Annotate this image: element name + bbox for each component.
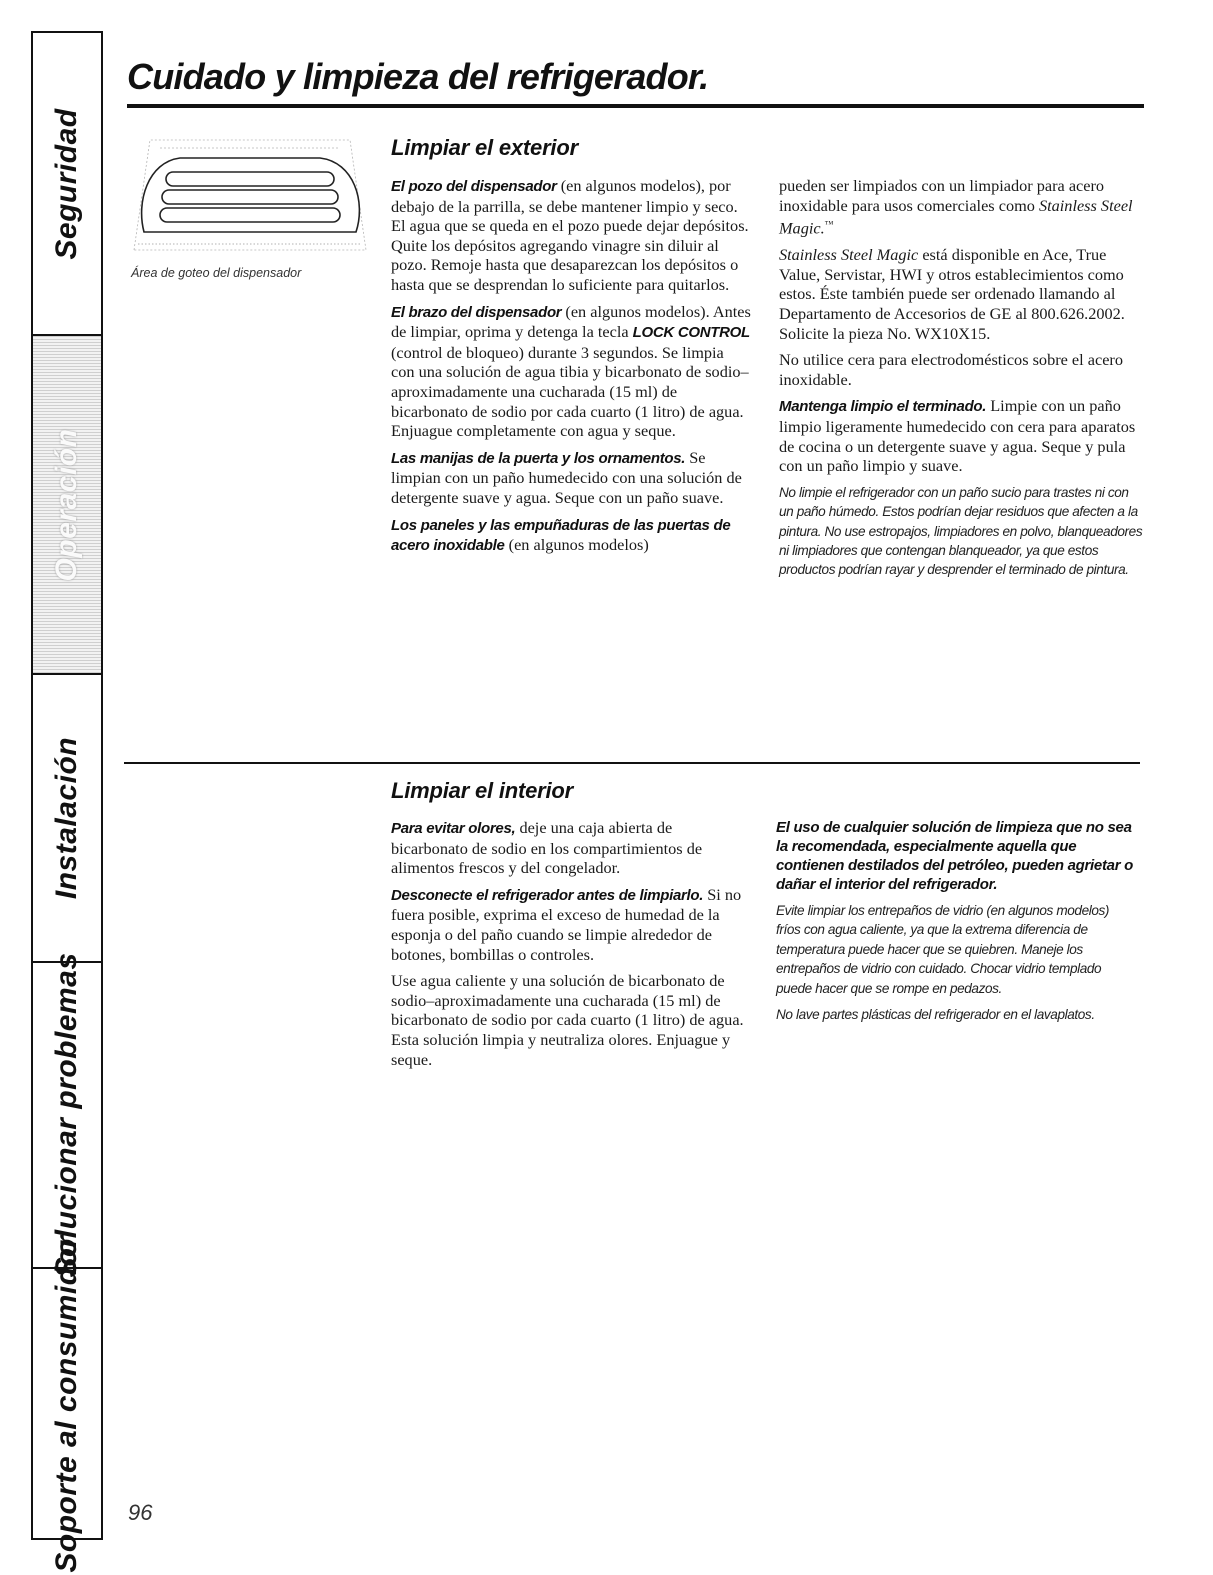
exterior-column-2 xyxy=(779,176,1145,587)
tab-label: Solucionar problemas xyxy=(50,952,83,1278)
lead-text: Mantenga limpio el terminado. xyxy=(779,398,987,416)
warning-text: El uso de cualquier solución de limpieza que no sea la recomendada, especialmente aquella que contienen destilados del petróleo, pueden agrietar o dañar el interior del refrigerador. xyxy=(776,819,1133,893)
section-divider xyxy=(124,762,1140,764)
tab-instalacion[interactable] xyxy=(33,675,101,963)
section-heading-exterior: Limpiar el exterior xyxy=(391,135,578,160)
body-text: Limpie con un paño limpio ligeramente humedecido con cera para aparatos de cocina o un detergente suave y agua. Seque y pula con un paño limpio y suave. xyxy=(779,396,1136,476)
paragraph xyxy=(391,515,751,556)
paragraph xyxy=(391,448,751,508)
tab-label: Operación xyxy=(50,428,83,581)
paragraph xyxy=(779,396,1145,475)
dispenser-drip-tray-icon xyxy=(130,132,370,262)
paragraph xyxy=(779,176,1145,238)
exterior-column-1 xyxy=(391,176,751,563)
lock-control-key-text: LOCK CONTROL xyxy=(632,324,750,342)
note-text: No lave partes plásticas del refrigerador en el lavaplatos. xyxy=(776,1007,1095,1023)
lead-text: Los paneles y las empuñaduras de las puertas de acero inoxidable xyxy=(391,516,731,555)
lead-text: El brazo del dispensador xyxy=(391,303,562,321)
note-text: No limpie el refrigerador con un paño sucio para trastes ni con un paño húmedo. Estos podrían dejar residuos que afecten a la pintura. No use estropajos, limpiadores en polvo, blanqueadores ni limpiadores que contengan blanqueador, ya que estos productos podrían rayar y desprender el terminado de pintura. xyxy=(779,484,1143,578)
page-title: Cuidado y limpieza del refrigerador. xyxy=(127,56,709,97)
body-text: (control de bloqueo) durante 3 segundos. Se limpia con una solución de agua tibia y bicarbonato de sodio–aproximadamente una cucharada (15 ml) de bicarbonato de sodio por cada cuarto (1 litro) de agua. Enjuague completamente con agua y seque. xyxy=(391,342,749,441)
section-tab-bar xyxy=(31,31,103,1573)
body-text: pueden ser limpiados con un limpiador para acero inoxidable para usos comerciales como xyxy=(779,176,1105,215)
tab-label: Soporte al consumidor xyxy=(50,1234,83,1573)
paragraph xyxy=(779,350,1145,389)
title-rule xyxy=(127,104,1144,108)
brand-text: Stainless Steel Magic. xyxy=(779,195,1133,238)
paragraph xyxy=(391,302,751,441)
body-text: (en algunos modelos), por debajo de la parrilla, se debe mantener limpio y seco. El agua que se queda en el pozo puede dejar depósitos. Quite los depósitos agregando vinagre sin diluir al pozo. Remoje hasta que desaparezcan los depósitos o hasta que se desprendan lo suficiente para quitarlos. xyxy=(391,176,749,294)
paragraph xyxy=(391,818,751,878)
note-text: Evite limpiar los entrepaños de vidrio (en algunos modelos) fríos con agua caliente, ya que la extrema diferencia de temperatura puede hacer que se quiebren. Maneje los entrepaños de vidrio con cuidado. Chocar vidrio templado puede hacer que se rompe en pedazos. xyxy=(776,903,1110,996)
section-heading-interior: Limpiar el interior xyxy=(391,778,574,803)
lead-text: Desconecte el refrigerador antes de limpiarlo. xyxy=(391,886,704,904)
paragraph xyxy=(779,245,1145,343)
lead-text: Las manijas de la puerta y los ornamentos. xyxy=(391,449,686,467)
body-text: Si no fuera posible, exprima el exceso de humedad de la esponja o del paño cuando se limpie alrededor de botones, bombillas o controles. xyxy=(391,884,742,964)
body-text: deje una caja abierta de bicarbonato de sodio en los compartimientos de alimentos frescos y del congelador. xyxy=(391,818,703,878)
body-text: Use agua caliente y una solución de bicarbonato de sodio–aproximadamente una cucharada (15 ml) de bicarbonato de sodio por cada cuarto (1 litro) de agua. Esta solución limpia y neutraliza olores. Enjuague y seque. xyxy=(391,971,744,1069)
brand-text: Stainless Steel Magic xyxy=(779,245,919,265)
body-text: Se limpian con un paño humedecido con una solución de detergente suave y agua. Seque con un paño suave. xyxy=(391,447,742,507)
page-number: 96 xyxy=(128,1500,153,1525)
paragraph xyxy=(391,971,751,1069)
trademark-symbol: ™ xyxy=(824,219,834,230)
tab-label: Seguridad xyxy=(50,107,83,260)
interior-column-1 xyxy=(391,818,751,1076)
tab-label: Instalación xyxy=(50,736,83,900)
tab-operacion[interactable] xyxy=(33,336,101,675)
paragraph xyxy=(391,176,751,295)
body-text: (en algunos modelos) xyxy=(504,535,649,555)
body-text: (en algunos modelos). Antes de limpiar, oprima y detenga la tecla xyxy=(391,301,751,342)
lead-text: El pozo del dispensador xyxy=(391,178,557,195)
body-text: No utilice cera para electrodomésticos sobre el acero inoxidable. xyxy=(779,350,1123,389)
body-text: está disponible en Ace, True Value, Servistar, HWI y otros establecimientos como estos. Éste también puede ser ordenado llamando al Departamento de Accesorios de GE al 800.626.2002. Solicite la pieza No. WX10X15. xyxy=(779,245,1125,343)
tab-seguridad[interactable] xyxy=(33,33,101,336)
paragraph xyxy=(391,885,751,964)
lead-text: Para evitar olores, xyxy=(391,820,516,837)
illustration-caption: Área de goteo del dispensador xyxy=(131,266,302,280)
interior-column-2 xyxy=(776,818,1136,1031)
tab-solucionar-problemas[interactable] xyxy=(33,952,101,1278)
tab-soporte-al-consumidor[interactable] xyxy=(33,1234,101,1573)
